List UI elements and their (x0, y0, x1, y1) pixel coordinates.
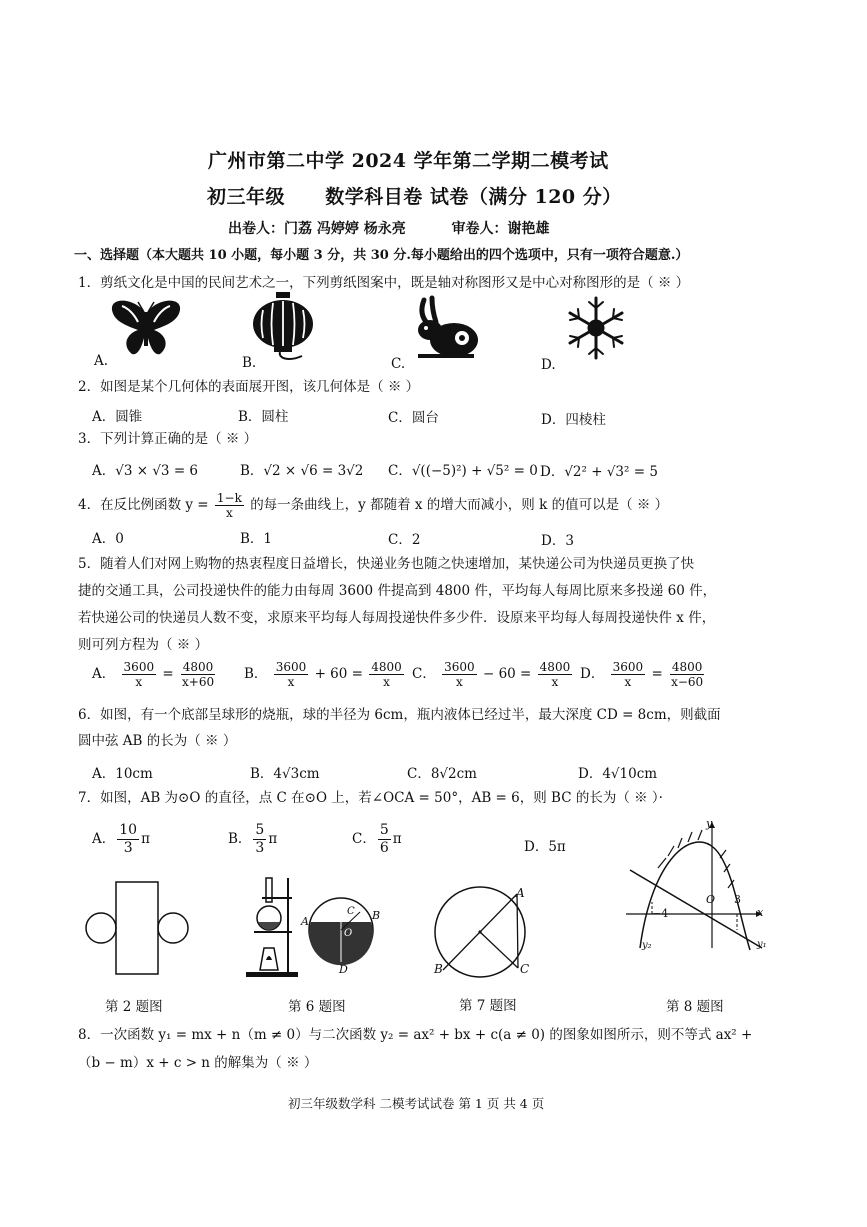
q6-option-b: B．4√3cm (250, 766, 320, 782)
page-footer: 初三年级数学科 二模考试试卷 第 1 页 共 4 页 (288, 1096, 545, 1111)
q7-c-num: 5 (379, 822, 389, 838)
q8-label-neg4: −4 (652, 907, 669, 920)
q6-label-c: C (347, 906, 355, 917)
q5-line-3: 若快递公司的快递员人数不变，求原来平均每人每周投递快件多少件．设原来平均每人每周投递快件 x 件， (78, 610, 716, 626)
q3-option-b: B．√2 × √6 = 3√2 (240, 463, 364, 479)
q2-option-b: B．圆柱 (238, 409, 289, 425)
q5-c-label: C． (412, 666, 436, 682)
q6-line-2: 圆中弦 AB 的长为（ ※ ） (78, 733, 237, 749)
q1-option-b: B. (242, 355, 257, 371)
q5-b-left-den: x (287, 675, 295, 689)
q4-frac-num: 1−k (216, 491, 242, 505)
q5-b-right-num: 4800 (371, 660, 402, 674)
q7-label-a: A (516, 886, 525, 900)
caption-fig-2: 第 2 题图 (105, 999, 163, 1015)
q4-option-d: D．3 (541, 533, 574, 549)
q1-option-d: D. (541, 357, 556, 373)
q5-c-left-num: 3600 (444, 660, 475, 674)
q8-label-3: 3 (734, 893, 741, 906)
q2-option-d: D．四棱柱 (541, 412, 606, 428)
q4-frac-den: x (226, 506, 233, 520)
q2-stem: 2．如图是某个几何体的表面展开图，该几何体是（ ※ ） (78, 379, 420, 395)
q6-option-c: C．8√2cm (407, 766, 477, 782)
q3-option-c: C．√((−5)²) + √5² = 0 (388, 463, 538, 479)
caption-fig-8: 第 8 题图 (666, 999, 724, 1015)
q5-d-mid: = (651, 666, 663, 682)
q8-label-y1: y₁ (757, 939, 767, 950)
q7-a-num: 10 (119, 822, 138, 838)
q4-stem-b: 的每一条曲线上，y 都随着 x 的增大而减小，则 k 的值可以是（ ※ ） (250, 497, 669, 513)
caption-fig-7: 第 7 题图 (459, 998, 517, 1014)
q7-option-d (524, 835, 566, 855)
q5-option-b (244, 660, 406, 689)
q5-a-label: A． (92, 666, 116, 682)
q7-d-label: D． (524, 839, 549, 855)
q5-option-a (92, 660, 218, 689)
q7-d-tail: 5π (548, 839, 566, 855)
q6-line-1: 6．如图，有一个底部呈球形的烧瓶，球的半径为 6cm，瓶内液体已经过半，最大深度 CD = 8cm，则截面 (78, 707, 721, 723)
q4-stem (78, 491, 668, 520)
q8-label-y: y (706, 817, 713, 830)
setter-label: 出卷人：门荔 冯婷婷 杨永亮 (228, 221, 406, 237)
q5-a-right-den: x+60 (182, 675, 215, 689)
q7-option-c (352, 822, 402, 857)
q7-b-label: B． (228, 831, 252, 847)
q7-option-a (92, 822, 150, 857)
rabbit-papercut-image (410, 296, 482, 362)
butterfly-papercut-image (108, 296, 184, 362)
section-heading: 一、选择题（本大题共 10 小题，每小题 3 分，共 30 分.每小题给出的四个选项中，只有一项符合题意.） (74, 248, 689, 263)
q6-label-o: O (344, 928, 353, 939)
exam-title: 广州市第二中学 2024 学年第二学期二模考试 (208, 150, 609, 172)
snowflake-papercut-image (560, 296, 632, 360)
subject-label: 数学科目卷 试卷（满分 120 分） (325, 186, 622, 208)
q6-option-a: A．10cm (92, 766, 153, 782)
q8-line-2: （b − m）x + c > n 的解集为（ ※ ） (78, 1055, 318, 1071)
reviewer-label: 审卷人：谢艳雄 (451, 221, 550, 237)
authors-line (228, 220, 550, 238)
q7-c-tail: π (392, 831, 402, 847)
grade-label: 初三年级 (207, 186, 286, 208)
q4-fraction (215, 491, 244, 520)
q5-d-left-den: x (624, 675, 632, 689)
q4-option-c: C．2 (388, 532, 421, 548)
q6-label-a: A (301, 915, 309, 928)
q3-option-a: A．√3 × √3 = 6 (92, 463, 199, 479)
q5-a-left-num: 3600 (123, 660, 155, 674)
q5-c-right-den: x (551, 675, 559, 689)
q2-option-a: A．圆锥 (92, 409, 143, 425)
q7-b-num: 5 (255, 822, 265, 838)
q5-line-2: 捷的交通工具，公司投递快件的能力由每周 3600 件提高到 4800 件，平均每人每周比原来多投递 60 件， (78, 583, 717, 599)
q7-a-tail: π (141, 831, 150, 847)
q4-option-b: B．1 (240, 531, 273, 547)
q8-label-y2: y₂ (642, 940, 652, 951)
q7-stem: 7．如图，AB 为⊙O 的直径，点 C 在⊙O 上，若∠OCA = 50°，AB = 6，则 BC 的长为（ ※ ）· (78, 790, 663, 806)
q5-c-left-den: x (456, 675, 463, 689)
q1-option-c: C. (391, 356, 406, 372)
q7-c-label: C． (352, 831, 376, 847)
q5-a-right-num: 4800 (182, 660, 214, 674)
q7-b-den: 3 (255, 840, 265, 856)
exam-subtitle (207, 182, 622, 209)
q8-label-x: x (757, 906, 764, 919)
q5-d-label: D． (580, 666, 605, 682)
q5-option-c (412, 660, 574, 689)
q6-label-d: D (339, 963, 348, 976)
q5-b-mid: + 60 = (314, 666, 363, 682)
q7-a-den: 3 (123, 840, 133, 856)
lantern-papercut-image (250, 290, 316, 362)
q4-option-a: A．0 (92, 531, 124, 547)
q3-stem: 3．下列计算正确的是（ ※ ） (78, 431, 258, 447)
q5-line-1: 5．随着人们对网上购物的热衷程度日益增长，快递业务也随之快速增加，某快递公司为快递员更换了快 (78, 556, 695, 572)
q3-option-d: D．√2² + √3² = 5 (540, 464, 658, 480)
q7-option-b (228, 822, 277, 857)
q7-c-den: 6 (379, 840, 389, 856)
q1-option-a: A. (94, 353, 109, 369)
q6-label-b: B (372, 909, 381, 922)
q5-a-left-den: x (135, 675, 143, 689)
q7-label-b: B (434, 962, 443, 976)
q5-d-right-den: x−60 (671, 675, 704, 689)
q5-d-right-num: 4800 (671, 660, 703, 674)
q5-line-4: 则可列方程为（ ※ ） (78, 637, 209, 653)
q2-option-c: C．圆台 (388, 410, 439, 426)
q7-a-label: A． (92, 831, 116, 847)
q5-b-left-num: 3600 (275, 660, 307, 674)
q5-c-mid: − 60 = (482, 666, 532, 682)
q5-b-label: B． (244, 666, 268, 682)
q7-label-c: C (520, 962, 530, 976)
q1-stem: 1．剪纸文化是中国的民间艺术之一，下列剪纸图案中，既是轴对称图形又是中心对称图形的是（ ※ ） (78, 275, 690, 291)
q5-d-left-num: 3600 (612, 660, 644, 674)
q8-line-1: 8．一次函数 y₁ = mx + n（m ≠ 0）与二次函数 y₂ = ax² + bx + c(a ≠ 0) 的图象如图所示，则不等式 ax² + (78, 1027, 753, 1043)
q5-c-right-num: 4800 (539, 660, 571, 674)
q8-label-origin: O (706, 893, 716, 906)
q5-option-d (580, 660, 707, 689)
q8-graph-figure (622, 818, 772, 954)
q5-a-mid: = (162, 666, 174, 682)
q5-b-right-den: x (383, 675, 390, 689)
q7-b-tail: π (268, 831, 278, 847)
q2-cylinder-net-figure (82, 878, 192, 978)
q6-option-d: D．4√10cm (578, 766, 658, 782)
q4-stem-a: 4．在反比例函数 y = (78, 497, 209, 513)
caption-fig-6: 第 6 题图 (288, 999, 346, 1015)
